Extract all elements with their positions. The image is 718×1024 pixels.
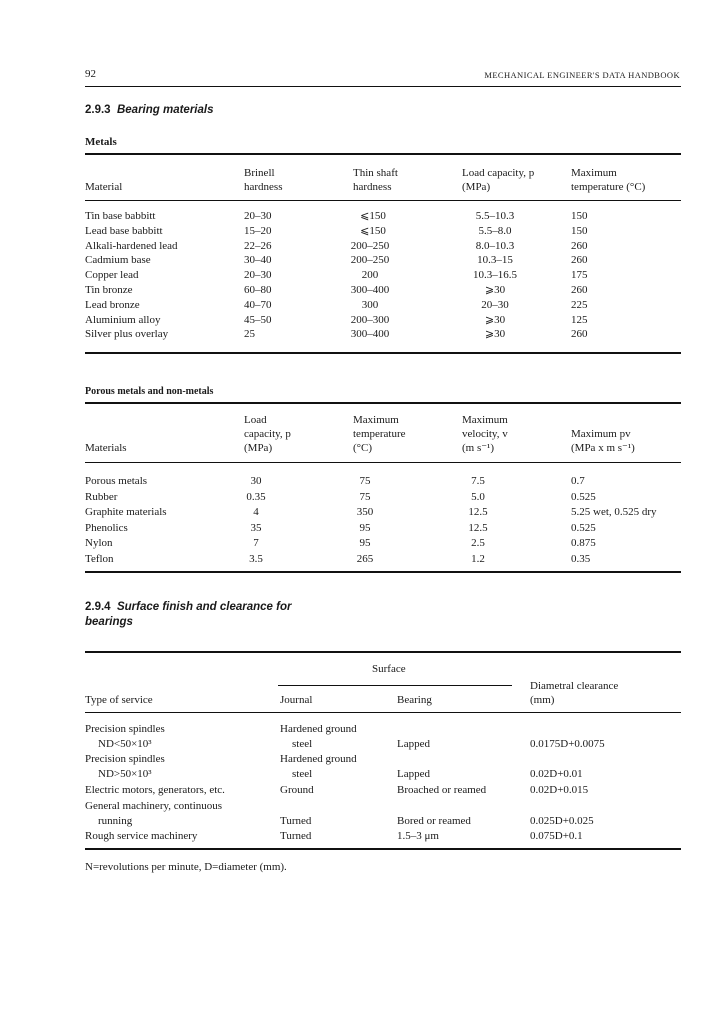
header-line: Thin shaft [353,167,398,179]
col-header-maximum-pv [571,427,635,455]
cell-load-capacity: ⩾30 [484,284,506,296]
metals-top-rule [85,153,681,155]
cell-pv: 0.7 [571,475,585,487]
header-line: Diametral clearance [530,680,619,692]
porous-subheading: Porous metals and non-metals [85,386,214,397]
metals-table-body [0,209,718,349]
surface-top-rule [85,651,681,653]
porous-bottom-rule [85,571,681,573]
header-line: capacity, p [244,428,291,440]
cell-thin-shaft: 300–400 [350,328,390,341]
cell-service-type: Precision spindles [85,723,165,735]
cell-material: Copper lead [85,269,139,282]
surface-footnote: N=revolutions per minute, D=diameter (mm). [85,861,287,873]
cell-journal: Hardened ground [280,753,357,765]
cell-max-temperature: 125 [571,313,588,326]
cell-load-capacity: 5.5–10.3 [475,210,515,222]
col-header-load-capacity [462,166,534,194]
cell-load-capacity: 20–30 [481,298,509,311]
header-line: (MPa) [244,442,273,454]
cell-velocity: 12.5 [468,506,488,519]
cell-pv: 5.25 wet, 0.525 dry [571,506,657,519]
section-title-line1: Surface finish and clearance for [116,601,292,613]
cell-brinell: 22–26 [244,239,272,252]
cell-velocity: 5.0 [471,490,485,503]
cell-service-type: Rough service machinery [85,830,198,842]
cell-load-capacity: 5.5–8.0 [478,224,512,237]
cell-pv: 0.35 [571,553,591,565]
cell-brinell: 30–40 [244,254,272,267]
col-header-surface: Surface [372,663,406,675]
cell-material: Tin bronze [85,284,133,296]
header-line: Maximum [462,414,508,426]
cell-max-temperature: 175 [571,269,588,282]
cell-brinell: 45–50 [244,313,272,326]
header-line: (MPa x m s⁻¹) [571,442,635,454]
cell-service-type: General machinery, continuous [85,800,223,812]
header-line: hardness [353,181,392,193]
cell-max-temperature: 150 [571,210,588,222]
cell-velocity: 12.5 [468,521,488,534]
cell-clearance: 0.075D+0.1 [530,830,583,842]
cell-velocity: 1.2 [471,553,485,565]
header-line: (m s⁻¹) [462,442,495,454]
cell-bearing: Lapped [397,768,430,780]
cell-load: 3.5 [249,553,263,565]
cell-material: Nylon [85,537,113,550]
cell-service-type-cont: ND<50×10³ [98,738,152,750]
cell-load: 7 [253,537,259,550]
cell-load-capacity: 8.0–10.3 [475,239,515,252]
cell-material: Porous metals [85,475,148,487]
cell-brinell: 20–30 [244,210,272,222]
porous-header-rule [85,462,681,463]
cell-thin-shaft: ⩽150 [360,224,386,237]
cell-max-temperature: 225 [571,298,588,311]
cell-pv: 0.525 [571,490,596,503]
cell-load-capacity: 10.3–15 [477,254,513,267]
cell-thin-shaft: 200–250 [350,239,390,252]
cell-thin-shaft: 200–300 [350,313,390,326]
metals-header-rule [85,200,681,201]
section-title-line2: bearings [85,616,133,628]
col-header-thin-shaft [353,166,398,194]
col-header-maximum-velocity [462,413,508,455]
cell-service-type: Precision spindles [85,753,165,765]
cell-material: Aluminium alloy [85,313,161,326]
cell-clearance: 0.02D+0.015 [530,784,589,796]
col-header-journal: Journal [280,694,313,706]
cell-velocity: 2.5 [471,537,485,550]
cell-max-temperature: 260 [571,254,588,267]
cell-load: 35 [250,521,262,534]
cell-load-capacity: ⩾30 [484,313,506,326]
page-number: 92 [85,68,96,80]
header-rule [85,86,681,87]
cell-service-type-cont: running [98,815,133,827]
cell-brinell: 40–70 [244,298,272,311]
metals-bottom-rule [85,352,681,354]
cell-material: Phenolics [85,521,128,534]
cell-service-type: Electric motors, generators, etc. [85,784,225,796]
cell-journal-cont: steel [292,738,313,750]
cell-pv: 0.525 [571,521,596,534]
cell-load-capacity: ⩾30 [484,328,506,341]
col-header-bearing: Bearing [397,694,432,706]
cell-thin-shaft: 200–250 [350,254,390,267]
col-header-maximum-temperature [353,413,406,455]
cell-temperature: 350 [356,506,374,519]
header-line: velocity, v [462,428,508,440]
header-line: Maximum pv [571,428,631,440]
col-header-material: Material [85,181,123,193]
col-header-materials: Materials [85,442,127,454]
cell-brinell: 25 [244,328,255,341]
cell-max-temperature: 260 [571,239,588,252]
cell-material: Graphite materials [85,506,167,519]
cell-material: Tin base babbitt [85,210,156,222]
cell-bearing: Bored or reamed [397,815,471,827]
cell-service-type-cont: ND>50×10³ [98,768,152,780]
surface-header-rule [85,712,681,713]
cell-temperature: 75 [359,475,371,487]
cell-temperature: 95 [359,537,371,550]
cell-brinell: 20–30 [244,269,272,282]
cell-temperature: 95 [359,521,371,534]
cell-material: Lead base babbitt [85,224,163,237]
cell-material: Silver plus overlay [85,328,169,341]
cell-velocity: 7.5 [471,475,485,487]
cell-journal: Ground [280,784,314,796]
cell-load-capacity: 10.3–16.5 [473,269,517,282]
cell-thin-shaft: ⩽150 [360,210,386,222]
cell-bearing: Broached or reamed [397,784,487,796]
cell-clearance: 0.02D+0.01 [530,768,583,780]
header-line: (°C) [353,442,373,454]
col-header-max-temperature [571,166,645,194]
section-number: 2.9.4 [85,601,111,613]
header-line: Maximum [353,414,399,426]
running-title: MECHANICAL ENGINEER'S DATA HANDBOOK [484,70,680,80]
cell-journal-cont: Turned [280,815,312,827]
cell-max-temperature: 150 [571,224,588,237]
cell-bearing: Lapped [397,738,430,750]
header-line: temperature [353,428,406,440]
cell-load: 30 [250,475,262,487]
cell-temperature: 265 [356,553,374,565]
cell-max-temperature: 260 [571,328,588,341]
cell-clearance: 0.025D+0.025 [530,815,594,827]
col-header-type-of-service: Type of service [85,694,153,706]
cell-bearing: 1.5–3 μm [397,830,439,842]
porous-table-body [0,474,718,570]
header-line: (mm) [530,694,555,706]
cell-thin-shaft: 300–400 [350,284,390,296]
surface-bottom-rule [85,848,681,850]
cell-journal-cont: steel [292,768,313,780]
cell-max-temperature: 260 [571,284,588,296]
header-line: hardness [244,181,283,193]
col-header-load [244,413,291,455]
col-header-diametral-clearance [530,679,618,707]
cell-material: Lead bronze [85,298,140,311]
header-line: Maximum [571,167,617,179]
cell-material: Alkali-hardened lead [85,239,178,252]
col-header-brinell [244,166,283,194]
cell-material: Teflon [85,553,114,565]
cell-load: 0.35 [246,490,266,503]
cell-journal: Turned [280,830,312,842]
header-line: temperature (°C) [571,181,646,193]
section-number: 2.9.3 [85,104,111,116]
cell-temperature: 75 [359,490,371,503]
header-line: Load [244,414,267,426]
metals-subheading: Metals [85,136,117,148]
cell-load: 4 [253,506,259,519]
cell-clearance: 0.0175D+0.0075 [530,738,605,750]
cell-thin-shaft: 300 [361,298,379,311]
cell-material: Rubber [85,490,118,503]
header-line: (MPa) [462,181,491,193]
surface-table-body [0,722,718,846]
section-heading-2-9-3 [85,104,213,116]
porous-top-rule [85,402,681,404]
cell-material: Cadmium base [85,254,151,267]
cell-thin-shaft: 200 [361,269,379,282]
section-heading-2-9-4 [85,600,291,630]
cell-pv: 0.875 [571,537,596,550]
cell-brinell: 60–80 [244,284,272,296]
header-line: Load capacity, p [462,167,535,179]
cell-journal: Hardened ground [280,723,357,735]
cell-brinell: 15–20 [244,224,272,237]
header-line: Brinell [244,167,275,179]
section-title: Bearing materials [116,104,214,116]
surface-span-rule [278,685,512,686]
